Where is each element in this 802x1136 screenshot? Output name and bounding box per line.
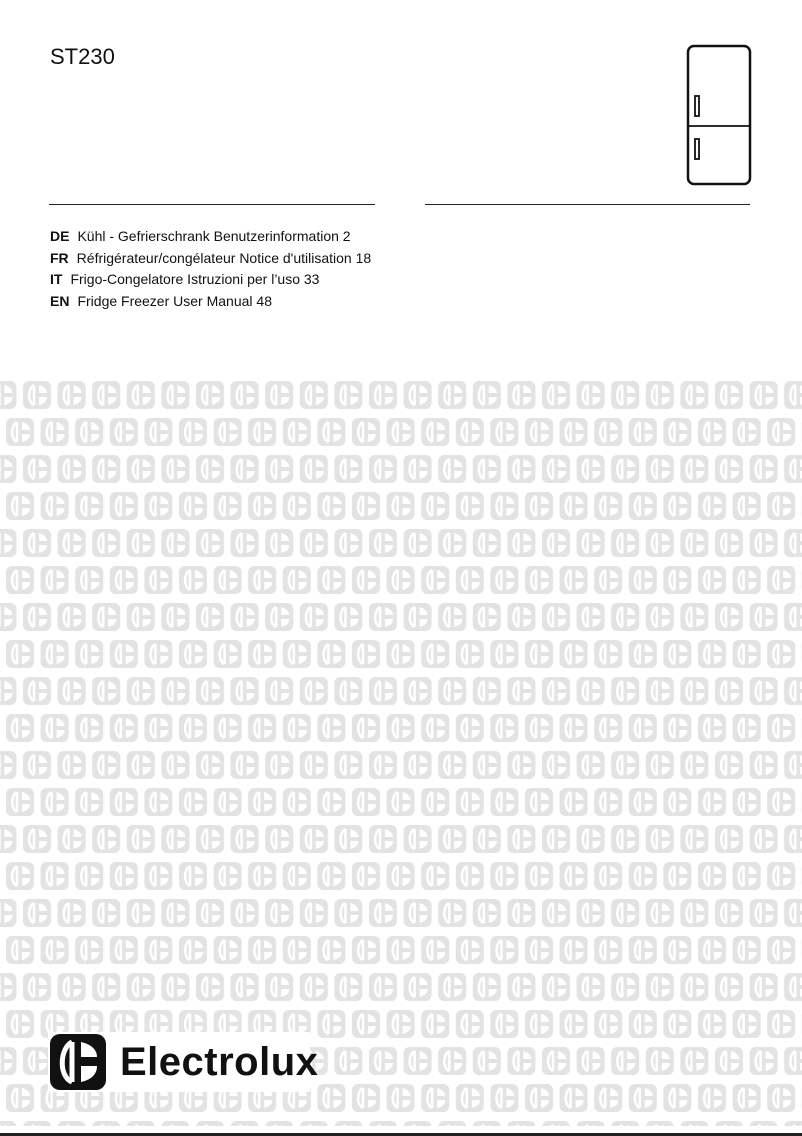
- electrolux-logo-pattern: [0, 380, 802, 1126]
- divider-right: [425, 204, 750, 205]
- toc-entry-de: [50, 226, 371, 248]
- brand-name: Electrolux: [120, 1040, 319, 1084]
- toc-title: Frigo-Congelatore Istruzioni per l’uso 33: [70, 271, 320, 287]
- toc-entry-fr: [50, 248, 371, 270]
- language-code: DE: [50, 228, 70, 244]
- toc-title: Kühl - Gefrierschrank Benutzerinformation 2: [77, 228, 351, 244]
- model-number: ST230: [50, 44, 115, 69]
- divider-left: [49, 204, 375, 205]
- electrolux-brand: [48, 1032, 319, 1092]
- language-contents: [50, 226, 371, 312]
- language-code: EN: [50, 292, 70, 309]
- toc-title: Fridge Freezer User Manual 48: [77, 292, 272, 309]
- toc-entry-en: [50, 291, 371, 313]
- language-code: FR: [50, 249, 69, 266]
- language-code: IT: [50, 271, 63, 287]
- electrolux-logo-icon: [48, 1032, 110, 1092]
- fridge-freezer-icon: [686, 44, 752, 186]
- toc-title: Réfrigérateur/congélateur Notice d'utilisation 18: [76, 249, 372, 266]
- toc-entry-it: [50, 269, 371, 291]
